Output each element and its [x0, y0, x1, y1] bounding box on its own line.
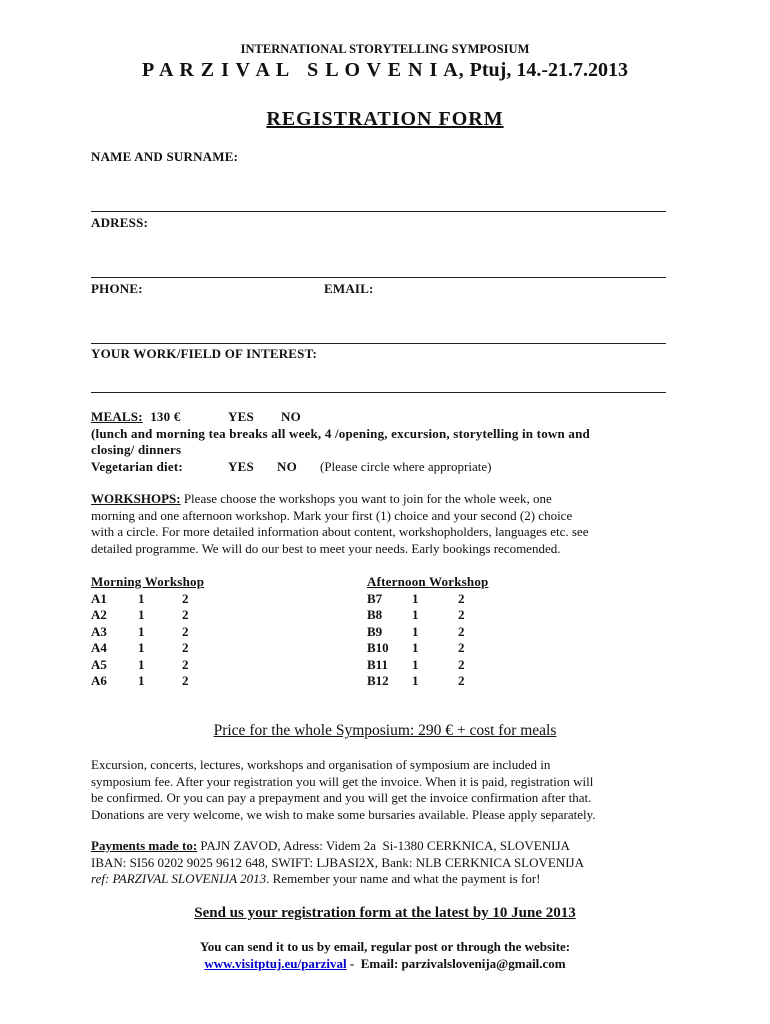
payment-details — [91, 838, 711, 888]
deadline-heading: Send us your registration form at the latest by 10 June 2013 — [194, 905, 576, 921]
morning-workshop-code: A3 — [91, 623, 107, 639]
name-label: NAME AND SURNAME: — [91, 149, 239, 164]
afternoon-workshop-code: B10 — [367, 640, 389, 656]
contact-separator: - — [346, 956, 361, 971]
second-choice-option[interactable]: 2 — [182, 623, 189, 639]
vegetarian-no[interactable]: NO — [277, 459, 297, 474]
workshops-text-line2: morning and one afternoon workshop. Mark your first (1) choice and your second (2) choice — [91, 507, 573, 523]
payments-ref-note: . Remember your name and what the payment is for! — [266, 871, 541, 886]
second-choice-option[interactable]: 2 — [182, 640, 189, 656]
payments-line1: PAJN ZAVOD, Adress: Videm 2a Si-1380 CERKNICA, SLOVENIJA — [197, 838, 570, 853]
price-line1: Excursion, concerts, lectures, workshops and organisation of symposium are included in — [91, 757, 551, 772]
first-choice-option[interactable]: 1 — [412, 640, 419, 656]
afternoon-workshop-row — [367, 657, 507, 673]
contact-line — [0, 956, 770, 972]
first-choice-option[interactable]: 1 — [412, 623, 419, 639]
workshops-text-line1: Please choose the workshops you want to join for the whole week, one — [180, 491, 552, 506]
vegetarian-label: Vegetarian diet: — [91, 459, 183, 474]
title-spaced: P A R Z I V A L S L O V E N I A, — [142, 59, 465, 81]
second-choice-option[interactable]: 2 — [458, 656, 465, 672]
second-choice-option[interactable]: 2 — [458, 623, 465, 639]
morning-workshop-code: A2 — [91, 607, 107, 623]
first-choice-option[interactable]: 1 — [412, 673, 419, 688]
afternoon-workshop-header: Afternoon Workshop — [367, 574, 489, 589]
second-choice-option[interactable]: 2 — [182, 607, 189, 623]
morning-workshop-row — [91, 640, 231, 656]
afternoon-workshop-row — [367, 591, 507, 607]
morning-workshop-row — [91, 673, 231, 689]
name-line[interactable] — [91, 211, 666, 212]
payments-line2: IBAN: SI56 0202 9025 9612 648, SWIFT: LJBASI2X, Bank: NLB CERKNICA SLOVENIJA — [91, 854, 585, 870]
first-choice-option[interactable]: 1 — [412, 656, 419, 672]
afternoon-workshop-code: B7 — [367, 591, 383, 606]
meals-price: 130 € — [150, 409, 181, 424]
vegetarian-yes[interactable]: YES — [228, 459, 254, 474]
meals-details-line1: (lunch and morning tea breaks all week, 4 /opening, excursion, storytelling in town and — [91, 426, 590, 441]
symposium-title — [0, 59, 770, 82]
first-choice-option[interactable]: 1 — [138, 640, 145, 656]
meals-label: MEALS: — [91, 409, 143, 424]
afternoon-workshop-row — [367, 673, 507, 689]
afternoon-workshop-code: B8 — [367, 607, 383, 623]
second-choice-option[interactable]: 2 — [458, 640, 465, 656]
title-place-date: Ptuj, 14.-21.7.2013 — [464, 59, 628, 81]
phone-email-line[interactable] — [91, 343, 666, 344]
phone-label: PHONE: — [91, 281, 143, 296]
first-choice-option[interactable]: 1 — [138, 673, 145, 688]
morning-workshop-header: Morning Workshop — [91, 574, 205, 589]
contact-email[interactable]: Email: parzivalslovenija@gmail.com — [360, 956, 566, 971]
price-line4: Donations are very welcome, we wish to make some bursaries available. Please apply separately. — [91, 806, 596, 822]
workshops-text-line4: detailed programme. We will do our best to meet your needs. Early bookings recomended. — [91, 540, 561, 556]
meals-details-line2: closing/ dinners — [91, 442, 182, 457]
price-heading — [0, 722, 770, 740]
meals-yes[interactable]: YES — [228, 409, 254, 424]
afternoon-workshop-code: B9 — [367, 623, 383, 639]
first-choice-option[interactable]: 1 — [138, 656, 145, 672]
workshops-text-line3: with a circle. For more detailed information about content, workshopholders, languages etc. see — [91, 524, 589, 539]
morning-workshop-row — [91, 607, 231, 623]
afternoon-workshop-row — [367, 624, 507, 640]
email-label: EMAIL: — [324, 281, 374, 296]
afternoon-workshop-row — [367, 640, 507, 656]
second-choice-option[interactable]: 2 — [182, 591, 189, 606]
website-link[interactable]: www.visitptuj.eu/parzival — [204, 956, 347, 971]
afternoon-workshop-code: B12 — [367, 673, 389, 688]
first-choice-option[interactable]: 1 — [138, 607, 145, 623]
symposium-overline: INTERNATIONAL STORYTELLING SYMPOSIUM — [240, 42, 530, 56]
payments-label: Payments made to: — [91, 838, 198, 853]
second-choice-option[interactable]: 2 — [182, 656, 189, 672]
first-choice-option[interactable]: 1 — [412, 591, 419, 606]
second-choice-option[interactable]: 2 — [458, 591, 465, 606]
price-details — [91, 757, 691, 823]
morning-workshop-row — [91, 624, 231, 640]
morning-workshop-code: A1 — [91, 591, 107, 606]
payments-ref: ref: PARZIVAL SLOVENIJA 2013 — [91, 871, 267, 886]
morning-workshop-code: A4 — [91, 640, 107, 656]
workshops-intro — [91, 491, 691, 557]
form-title: REGISTRATION FORM — [266, 108, 504, 130]
price-heading-text: Price for the whole Symposium: 290 € + cost for meals — [213, 722, 557, 739]
send-instructions: You can send it to us by email, regular post or through the website: — [199, 939, 571, 954]
address-label: ADRESS: — [91, 215, 149, 230]
price-line2: symposium fee. After your registration you will get the invoice. When it is paid, registration will — [91, 773, 594, 789]
meals-no[interactable]: NO — [281, 409, 301, 424]
work-line[interactable] — [91, 392, 666, 393]
second-choice-option[interactable]: 2 — [182, 673, 189, 688]
afternoon-workshop-row — [367, 607, 507, 623]
workshops-label: WORKSHOPS: — [91, 491, 181, 506]
morning-workshop-code: A5 — [91, 656, 107, 672]
first-choice-option[interactable]: 1 — [138, 623, 145, 639]
work-label: YOUR WORK/FIELD OF INTEREST: — [91, 346, 318, 361]
circle-note: (Please circle where appropriate) — [320, 459, 492, 474]
meals-row — [91, 409, 180, 425]
morning-workshop-row — [91, 657, 231, 673]
morning-workshop-code: A6 — [91, 673, 107, 688]
second-choice-option[interactable]: 2 — [458, 607, 465, 623]
first-choice-option[interactable]: 1 — [138, 591, 145, 606]
afternoon-workshop-code: B11 — [367, 656, 388, 672]
price-line3: be confirmed. Or you can pay a prepayment and you will get the invoice confirmation after that. — [91, 790, 592, 805]
address-line[interactable] — [91, 277, 666, 278]
first-choice-option[interactable]: 1 — [412, 607, 419, 623]
second-choice-option[interactable]: 2 — [458, 673, 465, 688]
morning-workshop-row — [91, 591, 231, 607]
